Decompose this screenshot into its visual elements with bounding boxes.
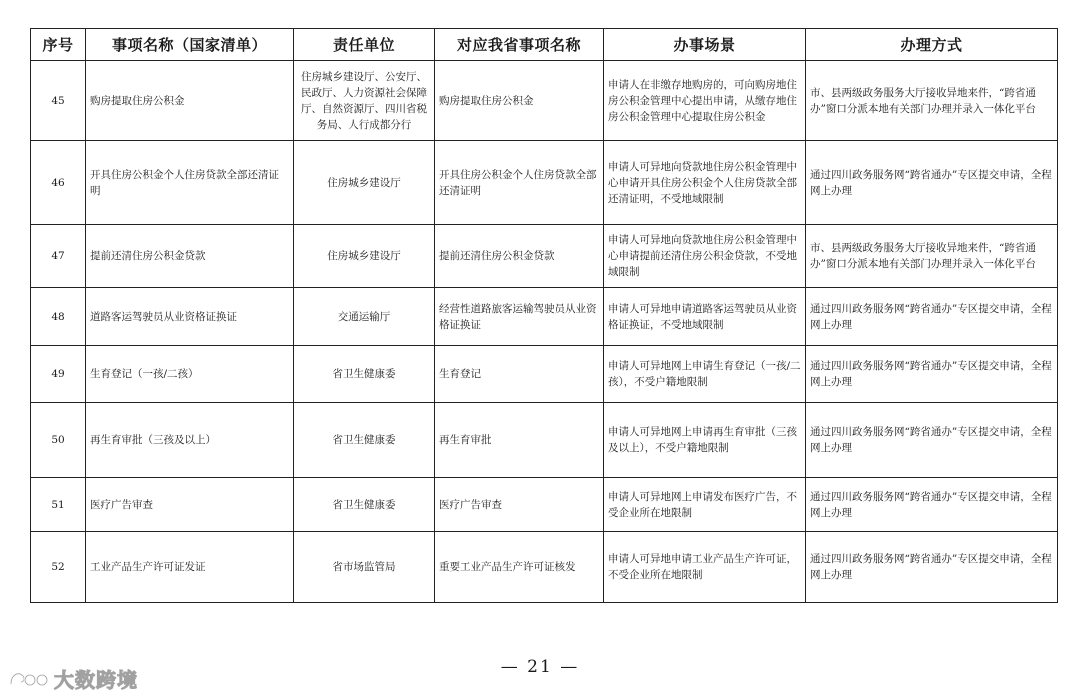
row-item-name: 提前还清住房公积金贷款 [86, 225, 294, 288]
row-provincial-item: 医疗广告审查 [435, 478, 604, 532]
row-item-name: 开具住房公积金个人住房贷款全部还清证明 [86, 141, 294, 225]
row-provincial-item: 购房提取住房公积金 [435, 61, 604, 141]
header-responsible-unit: 责任单位 [294, 29, 435, 61]
header-provincial-item: 对应我省事项名称 [435, 29, 604, 61]
watermark [8, 664, 138, 693]
row-item-name: 购房提取住房公积金 [86, 61, 294, 141]
row-serial: 45 [31, 61, 86, 141]
watermark-logo-icon [8, 667, 50, 691]
table-row [31, 225, 1058, 288]
row-method: 通过四川政务服务网“跨省通办”专区提交申请，全程网上办理 [806, 346, 1058, 403]
table-row [31, 141, 1058, 225]
row-scenario: 申请人可异地网上申请再生育审批（三孩及以上），不受户籍地限制 [604, 403, 806, 478]
row-responsible-unit: 住房城乡建设厅、公安厅、民政厅、人力资源社会保障厅、自然资源厅、四川省税务局、人行成都分行 [294, 61, 435, 141]
row-method: 通过四川政务服务网“跨省通办”专区提交申请，全程网上办理 [806, 403, 1058, 478]
row-scenario: 申请人可异地申请道路客运驾驶员从业资格证换证，不受地域限制 [604, 288, 806, 346]
page-number: — 21 — [500, 657, 580, 677]
matters-table [30, 28, 1058, 603]
row-provincial-item: 再生育审批 [435, 403, 604, 478]
row-provincial-item: 重要工业产品生产许可证核发 [435, 532, 604, 603]
row-responsible-unit: 省市场监管局 [294, 532, 435, 603]
row-method: 通过四川政务服务网“跨省通办”专区提交申请，全程网上办理 [806, 141, 1058, 225]
row-responsible-unit: 省卫生健康委 [294, 346, 435, 403]
table-row [31, 532, 1058, 603]
row-provincial-item: 提前还清住房公积金贷款 [435, 225, 604, 288]
header-method: 办理方式 [806, 29, 1058, 61]
header-serial: 序号 [31, 29, 86, 61]
row-scenario: 申请人可异地向贷款地住房公积金管理中心申请提前还清住房公积金贷款，不受地域限制 [604, 225, 806, 288]
row-serial: 52 [31, 532, 86, 603]
table-header-row [31, 29, 1058, 61]
row-scenario: 申请人可异地申请工业产品生产许可证，不受企业所在地限制 [604, 532, 806, 603]
row-method: 通过四川政务服务网“跨省通办”专区提交申请，全程网上办理 [806, 478, 1058, 532]
row-responsible-unit: 交通运输厅 [294, 288, 435, 346]
row-scenario: 申请人可异地网上申请生育登记（一孩/二孩），不受户籍地限制 [604, 346, 806, 403]
row-item-name: 工业产品生产许可证发证 [86, 532, 294, 603]
row-responsible-unit: 省卫生健康委 [294, 478, 435, 532]
row-serial: 50 [31, 403, 86, 478]
row-item-name: 生育登记（一孩/二孩） [86, 346, 294, 403]
row-method: 市、县两级政务服务大厅接收异地来件，“跨省通办”窗口分派本地有关部门办理并录入一体化平台 [806, 61, 1058, 141]
row-provincial-item: 生育登记 [435, 346, 604, 403]
row-serial: 51 [31, 478, 86, 532]
table-row [31, 403, 1058, 478]
table-row [31, 478, 1058, 532]
row-scenario: 申请人可异地向贷款地住房公积金管理中心申请开具住房公积金个人住房贷款全部还清证明，不受地域限制 [604, 141, 806, 225]
header-item-name: 事项名称（国家清单） [86, 29, 294, 61]
row-responsible-unit: 住房城乡建设厅 [294, 225, 435, 288]
header-scenario: 办事场景 [604, 29, 806, 61]
row-method: 通过四川政务服务网“跨省通办”专区提交申请，全程网上办理 [806, 288, 1058, 346]
table-row [31, 288, 1058, 346]
row-serial: 48 [31, 288, 86, 346]
row-scenario: 申请人在非缴存地购房的，可向购房地住房公积金管理中心提出申请，从缴存地住房公积金管理中心提取住房公积金 [604, 61, 806, 141]
row-item-name: 医疗广告审查 [86, 478, 294, 532]
row-serial: 49 [31, 346, 86, 403]
row-item-name: 道路客运驾驶员从业资格证换证 [86, 288, 294, 346]
row-scenario: 申请人可异地网上申请发布医疗广告，不受企业所在地限制 [604, 478, 806, 532]
row-method: 通过四川政务服务网“跨省通办”专区提交申请，全程网上办理 [806, 532, 1058, 603]
row-provincial-item: 开具住房公积金个人住房贷款全部还清证明 [435, 141, 604, 225]
row-item-name: 再生育审批（三孩及以上） [86, 403, 294, 478]
row-method: 市、县两级政务服务大厅接收异地来件，“跨省通办”窗口分派本地有关部门办理并录入一体化平台 [806, 225, 1058, 288]
table-row [31, 61, 1058, 141]
row-responsible-unit: 省卫生健康委 [294, 403, 435, 478]
table-row [31, 346, 1058, 403]
watermark-text: 大数跨境 [54, 668, 138, 692]
row-serial: 46 [31, 141, 86, 225]
row-serial: 47 [31, 225, 86, 288]
row-responsible-unit: 住房城乡建设厅 [294, 141, 435, 225]
row-provincial-item: 经营性道路旅客运输驾驶员从业资格证换证 [435, 288, 604, 346]
